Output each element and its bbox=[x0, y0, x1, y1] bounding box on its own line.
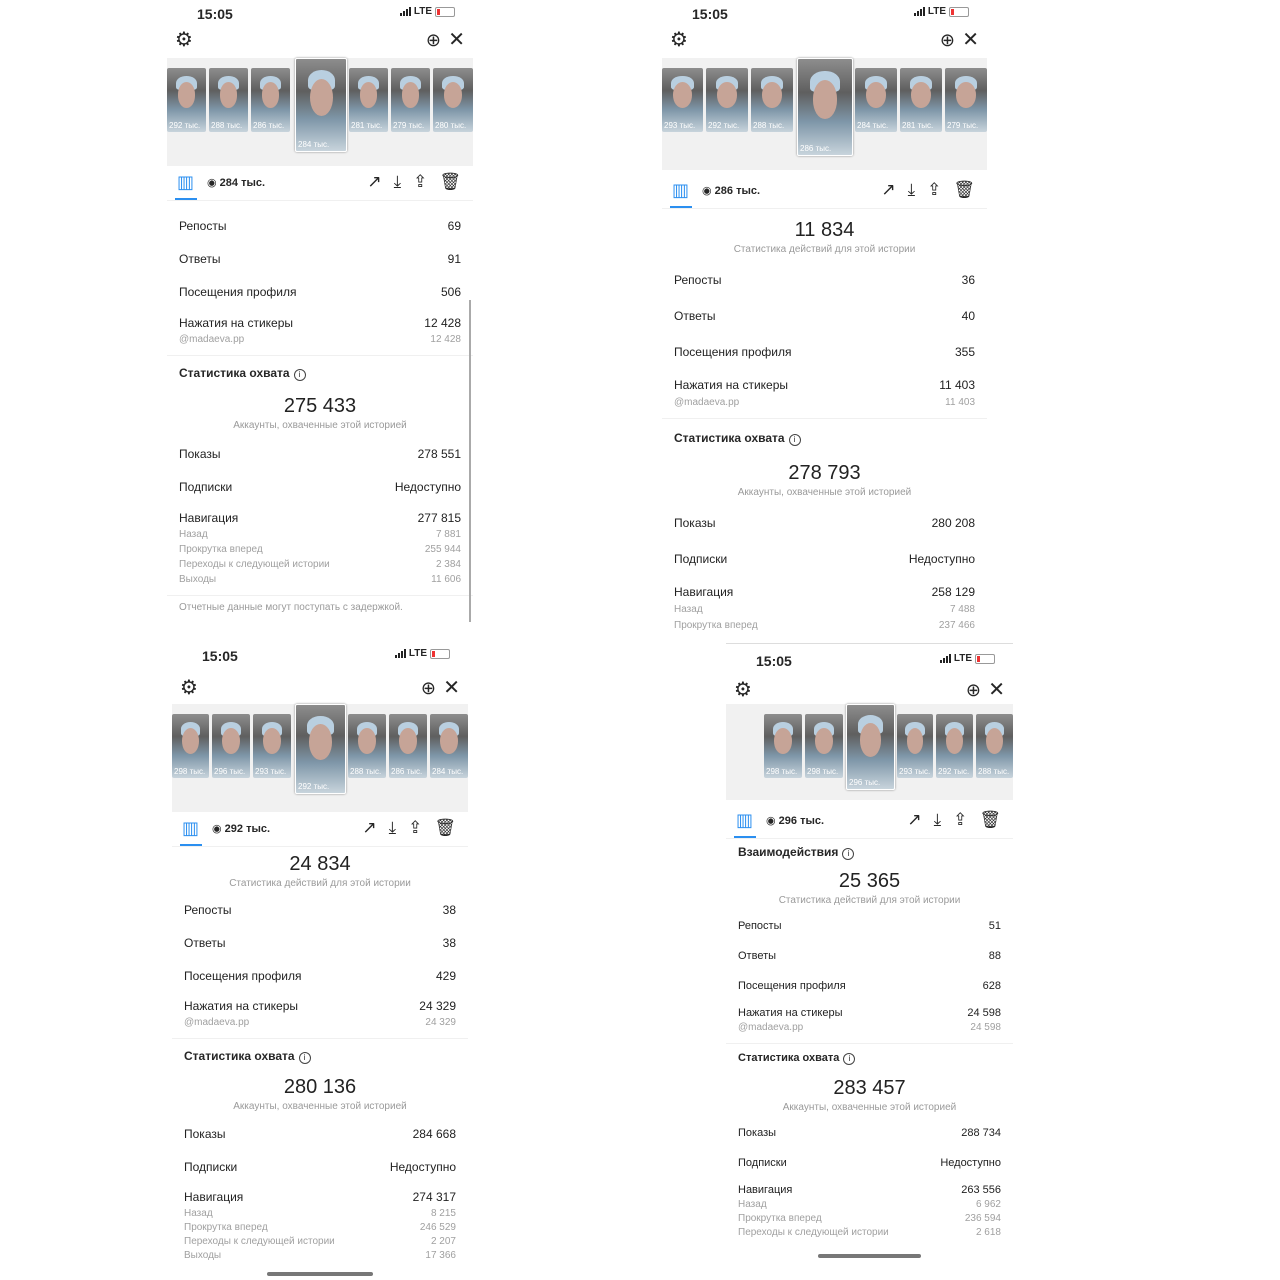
signal-icon bbox=[914, 7, 925, 16]
bar-chart-icon[interactable]: ▥ bbox=[736, 810, 754, 830]
insights-toolbar bbox=[726, 804, 1013, 839]
stat-row-reposts: Репосты 51 bbox=[738, 920, 1001, 932]
nav-row-forward: Прокрутка вперед 237 466 bbox=[674, 620, 975, 631]
eye-icon: ◉ bbox=[702, 185, 715, 197]
nav-row-back: Назад 7 488 bbox=[674, 604, 975, 615]
trash-icon[interactable]: 🗑 bbox=[434, 818, 456, 837]
stat-row-sticker-account: @madaeva.pp 24 329 bbox=[184, 1017, 456, 1028]
status-time: 15:05 bbox=[756, 653, 792, 669]
story-thumbnail[interactable]: 281 тыс. bbox=[900, 68, 942, 132]
share-icon[interactable]: ⇪ bbox=[927, 180, 942, 199]
info-icon[interactable]: i bbox=[842, 848, 854, 860]
story-thumbnail[interactable]: 292 тыс. bbox=[936, 714, 973, 778]
reach-section-title: Статистика охвата i bbox=[167, 366, 473, 381]
story-insights-panel-2 bbox=[662, 0, 987, 640]
stat-row-reposts: Репосты 38 bbox=[184, 903, 456, 917]
eye-icon: ◉ bbox=[212, 823, 225, 835]
trash-icon[interactable]: 🗑 bbox=[953, 180, 975, 199]
nav-row-exits: Выходы 11 606 bbox=[179, 574, 461, 585]
stat-row-profile-visits: Посещения профиля 355 bbox=[674, 345, 975, 359]
stat-row-follows: Подписки Недоступно bbox=[674, 552, 975, 566]
stat-row-navigation: Навигация 274 317 bbox=[184, 1190, 456, 1204]
story-thumbnail[interactable]: 288 тыс. bbox=[751, 68, 793, 132]
share-icon[interactable]: ⇪ bbox=[413, 172, 428, 191]
download-circle-icon[interactable]: ⊕ bbox=[425, 30, 441, 50]
top-icons bbox=[167, 28, 473, 52]
story-thumbnails bbox=[172, 704, 468, 812]
nav-row-forward: Прокрутка вперед 236 594 bbox=[738, 1213, 1001, 1224]
gear-icon[interactable]: ⚙ bbox=[734, 679, 752, 701]
stat-row-navigation: Навигация 263 556 bbox=[738, 1184, 1001, 1196]
story-insights-panel-3 bbox=[172, 642, 468, 1280]
story-thumbnail[interactable]: 298 тыс. bbox=[764, 714, 802, 778]
home-indicator[interactable] bbox=[818, 1254, 921, 1258]
story-thumbnail[interactable]: 288 тыс. bbox=[348, 714, 386, 778]
reach-section-title: Статистика охвата i bbox=[726, 1052, 1013, 1065]
insights-toolbar bbox=[662, 174, 987, 209]
close-icon[interactable]: ✕ bbox=[443, 677, 460, 699]
download-icon[interactable]: ⤓ bbox=[907, 180, 916, 199]
story-thumbnail[interactable]: 279 тыс. bbox=[945, 68, 987, 132]
status-time: 15:05 bbox=[197, 6, 233, 22]
nav-row-forward: Прокрутка вперед 246 529 bbox=[184, 1222, 456, 1233]
bar-chart-icon[interactable]: ▥ bbox=[182, 818, 200, 838]
reach-section-title: Статистика охвата i bbox=[172, 1049, 468, 1064]
stat-row-replies: Ответы 91 bbox=[179, 252, 461, 266]
nav-row-back: Назад 7 881 bbox=[179, 529, 461, 540]
story-thumbnail[interactable]: 298 тыс. bbox=[172, 714, 209, 778]
story-thumbnail[interactable]: 296 тыс. bbox=[212, 714, 250, 778]
carrier-label: LTE bbox=[413, 6, 432, 17]
actions-total: 11 834 bbox=[794, 219, 855, 241]
stat-row-navigation: Навигация 258 129 bbox=[674, 585, 975, 599]
eye-icon: ◉ bbox=[207, 177, 220, 189]
trend-icon[interactable]: ↗ bbox=[881, 180, 896, 199]
info-icon[interactable]: i bbox=[843, 1053, 855, 1065]
gear-icon[interactable]: ⚙ bbox=[670, 29, 688, 51]
nav-row-forward: Прокрутка вперед 255 944 bbox=[179, 544, 461, 555]
stat-row-sticker-account: @madaeva.pp 12 428 bbox=[179, 334, 461, 345]
story-thumbnail[interactable]: 298 тыс. bbox=[805, 714, 843, 778]
stat-row-sticker-taps: Нажатия на стикеры 24 329 bbox=[184, 999, 456, 1013]
actions-caption: Статистика действий для этой истории bbox=[733, 244, 916, 255]
story-thumbnail[interactable]: 293 тыс. bbox=[253, 714, 291, 778]
stat-row-follows: Подписки Недоступно bbox=[179, 480, 461, 494]
carrier-label: LTE bbox=[408, 648, 427, 659]
nav-row-next-story: Переходы к следующей истории 2 207 bbox=[184, 1236, 456, 1247]
story-thumbnail[interactable]: 280 тыс. bbox=[433, 68, 473, 132]
reach-total: 278 793 bbox=[788, 462, 861, 484]
reach-caption: Аккаунты, охваченные этой историей bbox=[782, 1102, 957, 1113]
stat-row-impressions: Показы 280 208 bbox=[674, 516, 975, 530]
actions-total: 25 365 bbox=[838, 870, 901, 892]
stat-row-navigation: Навигация 277 815 bbox=[179, 511, 461, 525]
story-thumbnail[interactable]: 288 тыс. bbox=[976, 714, 1013, 778]
signal-icon bbox=[940, 654, 951, 663]
stat-row-profile-visits: Посещения профиля 506 bbox=[179, 285, 461, 299]
carrier-label: LTE bbox=[927, 6, 946, 17]
story-thumbnail[interactable]: 286 тыс. bbox=[251, 68, 290, 132]
story-thumbnail[interactable]: 279 тыс. bbox=[391, 68, 430, 132]
top-icons bbox=[172, 676, 468, 700]
delay-note: Отчетные данные могут поступать с задержкой. bbox=[179, 602, 403, 613]
actions-total: 24 834 bbox=[289, 853, 351, 875]
story-thumbnail[interactable]: 292 тыс. bbox=[706, 68, 748, 132]
stat-row-sticker-account: @madaeva.pp 11 403 bbox=[674, 397, 975, 408]
download-icon[interactable]: ⤓ bbox=[388, 818, 397, 837]
stat-row-follows: Подписки Недоступно bbox=[184, 1160, 456, 1174]
download-circle-icon[interactable]: ⊕ bbox=[939, 30, 955, 50]
reach-caption: Аккаунты, охваченные этой историей bbox=[737, 487, 912, 498]
story-thumbnail[interactable]: 284 тыс. bbox=[430, 714, 468, 778]
story-thumbnail[interactable]: 286 тыс. bbox=[389, 714, 427, 778]
status-bar bbox=[726, 644, 1013, 672]
trend-icon[interactable]: ↗ bbox=[907, 810, 922, 829]
story-thumbnail-selected[interactable]: 286 тыс. bbox=[797, 58, 853, 156]
reach-total: 275 433 bbox=[283, 395, 357, 417]
insights-toolbar bbox=[172, 812, 468, 847]
bar-chart-icon[interactable]: ▥ bbox=[177, 172, 195, 192]
signal-icon bbox=[395, 649, 406, 658]
story-thumbnail-selected[interactable]: 284 тыс. bbox=[295, 58, 347, 152]
story-thumbnail[interactable]: 292 тыс. bbox=[167, 68, 206, 132]
scrollbar[interactable] bbox=[469, 300, 471, 622]
close-icon[interactable]: ✕ bbox=[962, 29, 979, 51]
views-count: 284 тыс. bbox=[219, 177, 266, 189]
stat-row-profile-visits: Посещения профиля 628 bbox=[738, 980, 1001, 992]
story-thumbnail-selected[interactable]: 296 тыс. bbox=[846, 704, 895, 790]
reach-caption: Аккаунты, охваченные этой историей bbox=[233, 420, 407, 431]
status-bar bbox=[662, 0, 987, 28]
download-circle-icon[interactable]: ⊕ bbox=[965, 680, 981, 700]
stat-row-impressions: Показы 284 668 bbox=[184, 1127, 456, 1141]
story-insights-panel-4 bbox=[726, 643, 1013, 1264]
download-icon[interactable]: ⤓ bbox=[933, 810, 942, 829]
close-icon[interactable]: ✕ bbox=[448, 29, 465, 51]
story-thumbnail[interactable]: 288 тыс. bbox=[209, 68, 248, 132]
stat-row-replies: Ответы 40 bbox=[674, 309, 975, 323]
battery-icon bbox=[975, 654, 995, 664]
trash-icon[interactable]: 🗑 bbox=[979, 810, 1001, 829]
stat-row-sticker-taps: Нажатия на стикеры 11 403 bbox=[674, 378, 975, 392]
story-thumbnails bbox=[167, 58, 473, 166]
info-icon[interactable]: i bbox=[294, 369, 306, 381]
carrier-label: LTE bbox=[953, 653, 972, 664]
interactions-section-title: Взаимодействия i bbox=[726, 845, 1013, 860]
stat-row-impressions: Показы 288 734 bbox=[738, 1127, 1001, 1139]
actions-caption: Статистика действий для этой истории bbox=[229, 878, 411, 889]
story-thumbnail[interactable]: 293 тыс. bbox=[662, 68, 703, 132]
actions-caption: Статистика действий для этой истории bbox=[778, 895, 961, 906]
nav-row-next-story: Переходы к следующей истории 2 384 bbox=[179, 559, 461, 570]
gear-icon[interactable]: ⚙ bbox=[180, 677, 198, 699]
stat-row-sticker-account: @madaeva.pp 24 598 bbox=[738, 1022, 1001, 1033]
share-icon[interactable]: ⇪ bbox=[408, 818, 423, 837]
trend-icon[interactable]: ↗ bbox=[362, 818, 377, 837]
stat-row-profile-visits: Посещения профиля 429 bbox=[184, 969, 456, 983]
status-time: 15:05 bbox=[692, 6, 728, 22]
story-thumbnails bbox=[662, 58, 987, 170]
top-icons bbox=[662, 28, 987, 52]
home-indicator[interactable] bbox=[267, 1272, 373, 1276]
nav-row-exits: Выходы 17 366 bbox=[184, 1250, 456, 1261]
status-time: 15:05 bbox=[202, 648, 238, 664]
reach-total: 280 136 bbox=[283, 1076, 357, 1098]
gear-icon[interactable]: ⚙ bbox=[175, 29, 193, 51]
stat-row-replies: Ответы 88 bbox=[738, 950, 1001, 962]
story-thumbnail-selected[interactable]: 292 тыс. bbox=[295, 704, 346, 794]
views-count: 286 тыс. bbox=[714, 185, 761, 197]
stat-row-impressions: Показы 278 551 bbox=[179, 447, 461, 461]
status-bar bbox=[172, 642, 468, 670]
insights-toolbar bbox=[167, 166, 473, 201]
status-bar bbox=[167, 0, 473, 28]
story-thumbnails bbox=[726, 704, 1013, 800]
story-thumbnail[interactable]: 281 тыс. bbox=[349, 68, 388, 132]
eye-icon: ◉ bbox=[766, 815, 779, 827]
reach-total: 283 457 bbox=[833, 1077, 906, 1099]
battery-icon bbox=[435, 7, 455, 17]
trash-icon[interactable]: 🗑 bbox=[439, 172, 461, 191]
info-icon[interactable]: i bbox=[789, 434, 801, 446]
trend-icon[interactable]: ↗ bbox=[367, 172, 382, 191]
nav-row-back: Назад 8 215 bbox=[184, 1208, 456, 1219]
battery-icon bbox=[430, 649, 450, 659]
signal-icon bbox=[400, 7, 411, 16]
download-circle-icon[interactable]: ⊕ bbox=[420, 678, 436, 698]
story-thumbnail[interactable]: 293 тыс. bbox=[897, 714, 933, 778]
stat-row-follows: Подписки Недоступно bbox=[738, 1157, 1001, 1169]
stat-row-sticker-taps: Нажатия на стикеры 12 428 bbox=[179, 316, 461, 330]
nav-row-back: Назад 6 962 bbox=[738, 1199, 1001, 1210]
info-icon[interactable]: i bbox=[299, 1052, 311, 1064]
views-count: 296 тыс. bbox=[778, 815, 825, 827]
stat-row-reposts: Репосты 36 bbox=[674, 273, 975, 287]
stat-row-sticker-taps: Нажатия на стикеры 24 598 bbox=[738, 1007, 1001, 1019]
top-icons bbox=[726, 678, 1013, 702]
story-thumbnail[interactable]: 284 тыс. bbox=[855, 68, 897, 132]
views-count: 292 тыс. bbox=[224, 823, 271, 835]
share-icon[interactable]: ⇪ bbox=[953, 810, 968, 829]
download-icon[interactable]: ⤓ bbox=[393, 172, 402, 191]
story-insights-panel-1 bbox=[167, 0, 473, 625]
reach-section-title: Статистика охвата i bbox=[662, 431, 987, 446]
close-icon[interactable]: ✕ bbox=[988, 679, 1005, 701]
nav-row-next-story: Переходы к следующей истории 2 618 bbox=[738, 1227, 1001, 1238]
battery-icon bbox=[949, 7, 969, 17]
reach-caption: Аккаунты, охваченные этой историей bbox=[233, 1101, 407, 1112]
bar-chart-icon[interactable]: ▥ bbox=[672, 180, 690, 200]
stat-row-replies: Ответы 38 bbox=[184, 936, 456, 950]
stat-row-reposts: Репосты 69 bbox=[179, 219, 461, 233]
